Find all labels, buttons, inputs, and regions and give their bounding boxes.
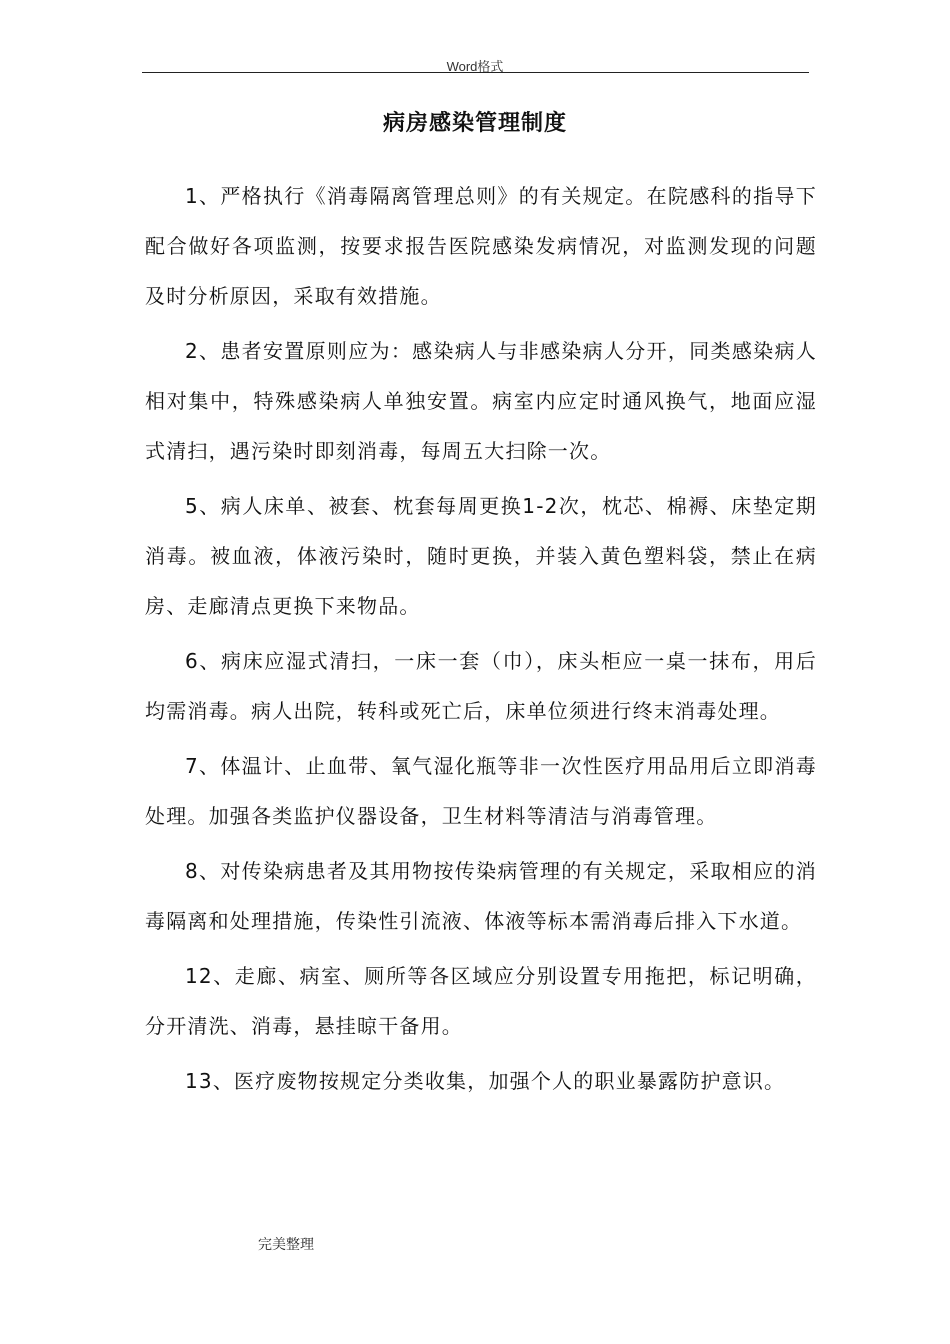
document-body [145,171,817,1111]
paragraph-rule-12: 12、走廊、病室、厕所等各区域应分别设置专用拖把，标记明确，分开清洗、消毒，悬挂晾干备用。 [145,964,817,1038]
paragraph-rule-6: 6、病床应湿式清扫，一床一套（巾），床头柜应一桌一抹布，用后均需消毒。病人出院，转科或死亡后，床单位须进行终末消毒处理。 [145,649,817,723]
paragraph-rule-13: 13、医疗废物按规定分类收集，加强个人的职业暴露防护意识。 [185,1069,786,1093]
page-footer-label: 完美整理 [258,1237,314,1253]
header-divider [142,72,809,73]
paragraph-rule-2: 2、患者安置原则应为：感染病人与非感染病人分开，同类感染病人相对集中，特殊感染病人单独安置。病室内应定时通风换气，地面应湿式清扫，遇污染时即刻消毒，每周五大扫除一次。 [145,339,817,463]
paragraph-rule-5: 5、病人床单、被套、枕套每周更换1-2次，枕芯、棉褥、床垫定期消毒。被血液，体液污染时，随时更换，并装入黄色塑料袋，禁止在病房、走廊清点更换下来物品。 [145,494,817,618]
paragraph-rule-8: 8、对传染病患者及其用物按传染病管理的有关规定，采取相应的消毒隔离和处理措施，传染性引流液、体液等标本需消毒后排入下水道。 [145,859,817,933]
paragraph-rule-7: 7、体温计、止血带、氧气湿化瓶等非一次性医疗用品用后立即消毒处理。加强各类监护仪器设备，卫生材料等清洁与消毒管理。 [145,754,817,828]
document-title: 病房感染管理制度 [382,111,567,136]
page-header-label: Word格式 [446,59,504,74]
paragraph-rule-1: 1、严格执行《消毒隔离管理总则》的有关规定。在院感科的指导下配合做好各项监测，按要求报告医院感染发病情况，对监测发现的问题及时分析原因，采取有效措施。 [145,184,817,308]
